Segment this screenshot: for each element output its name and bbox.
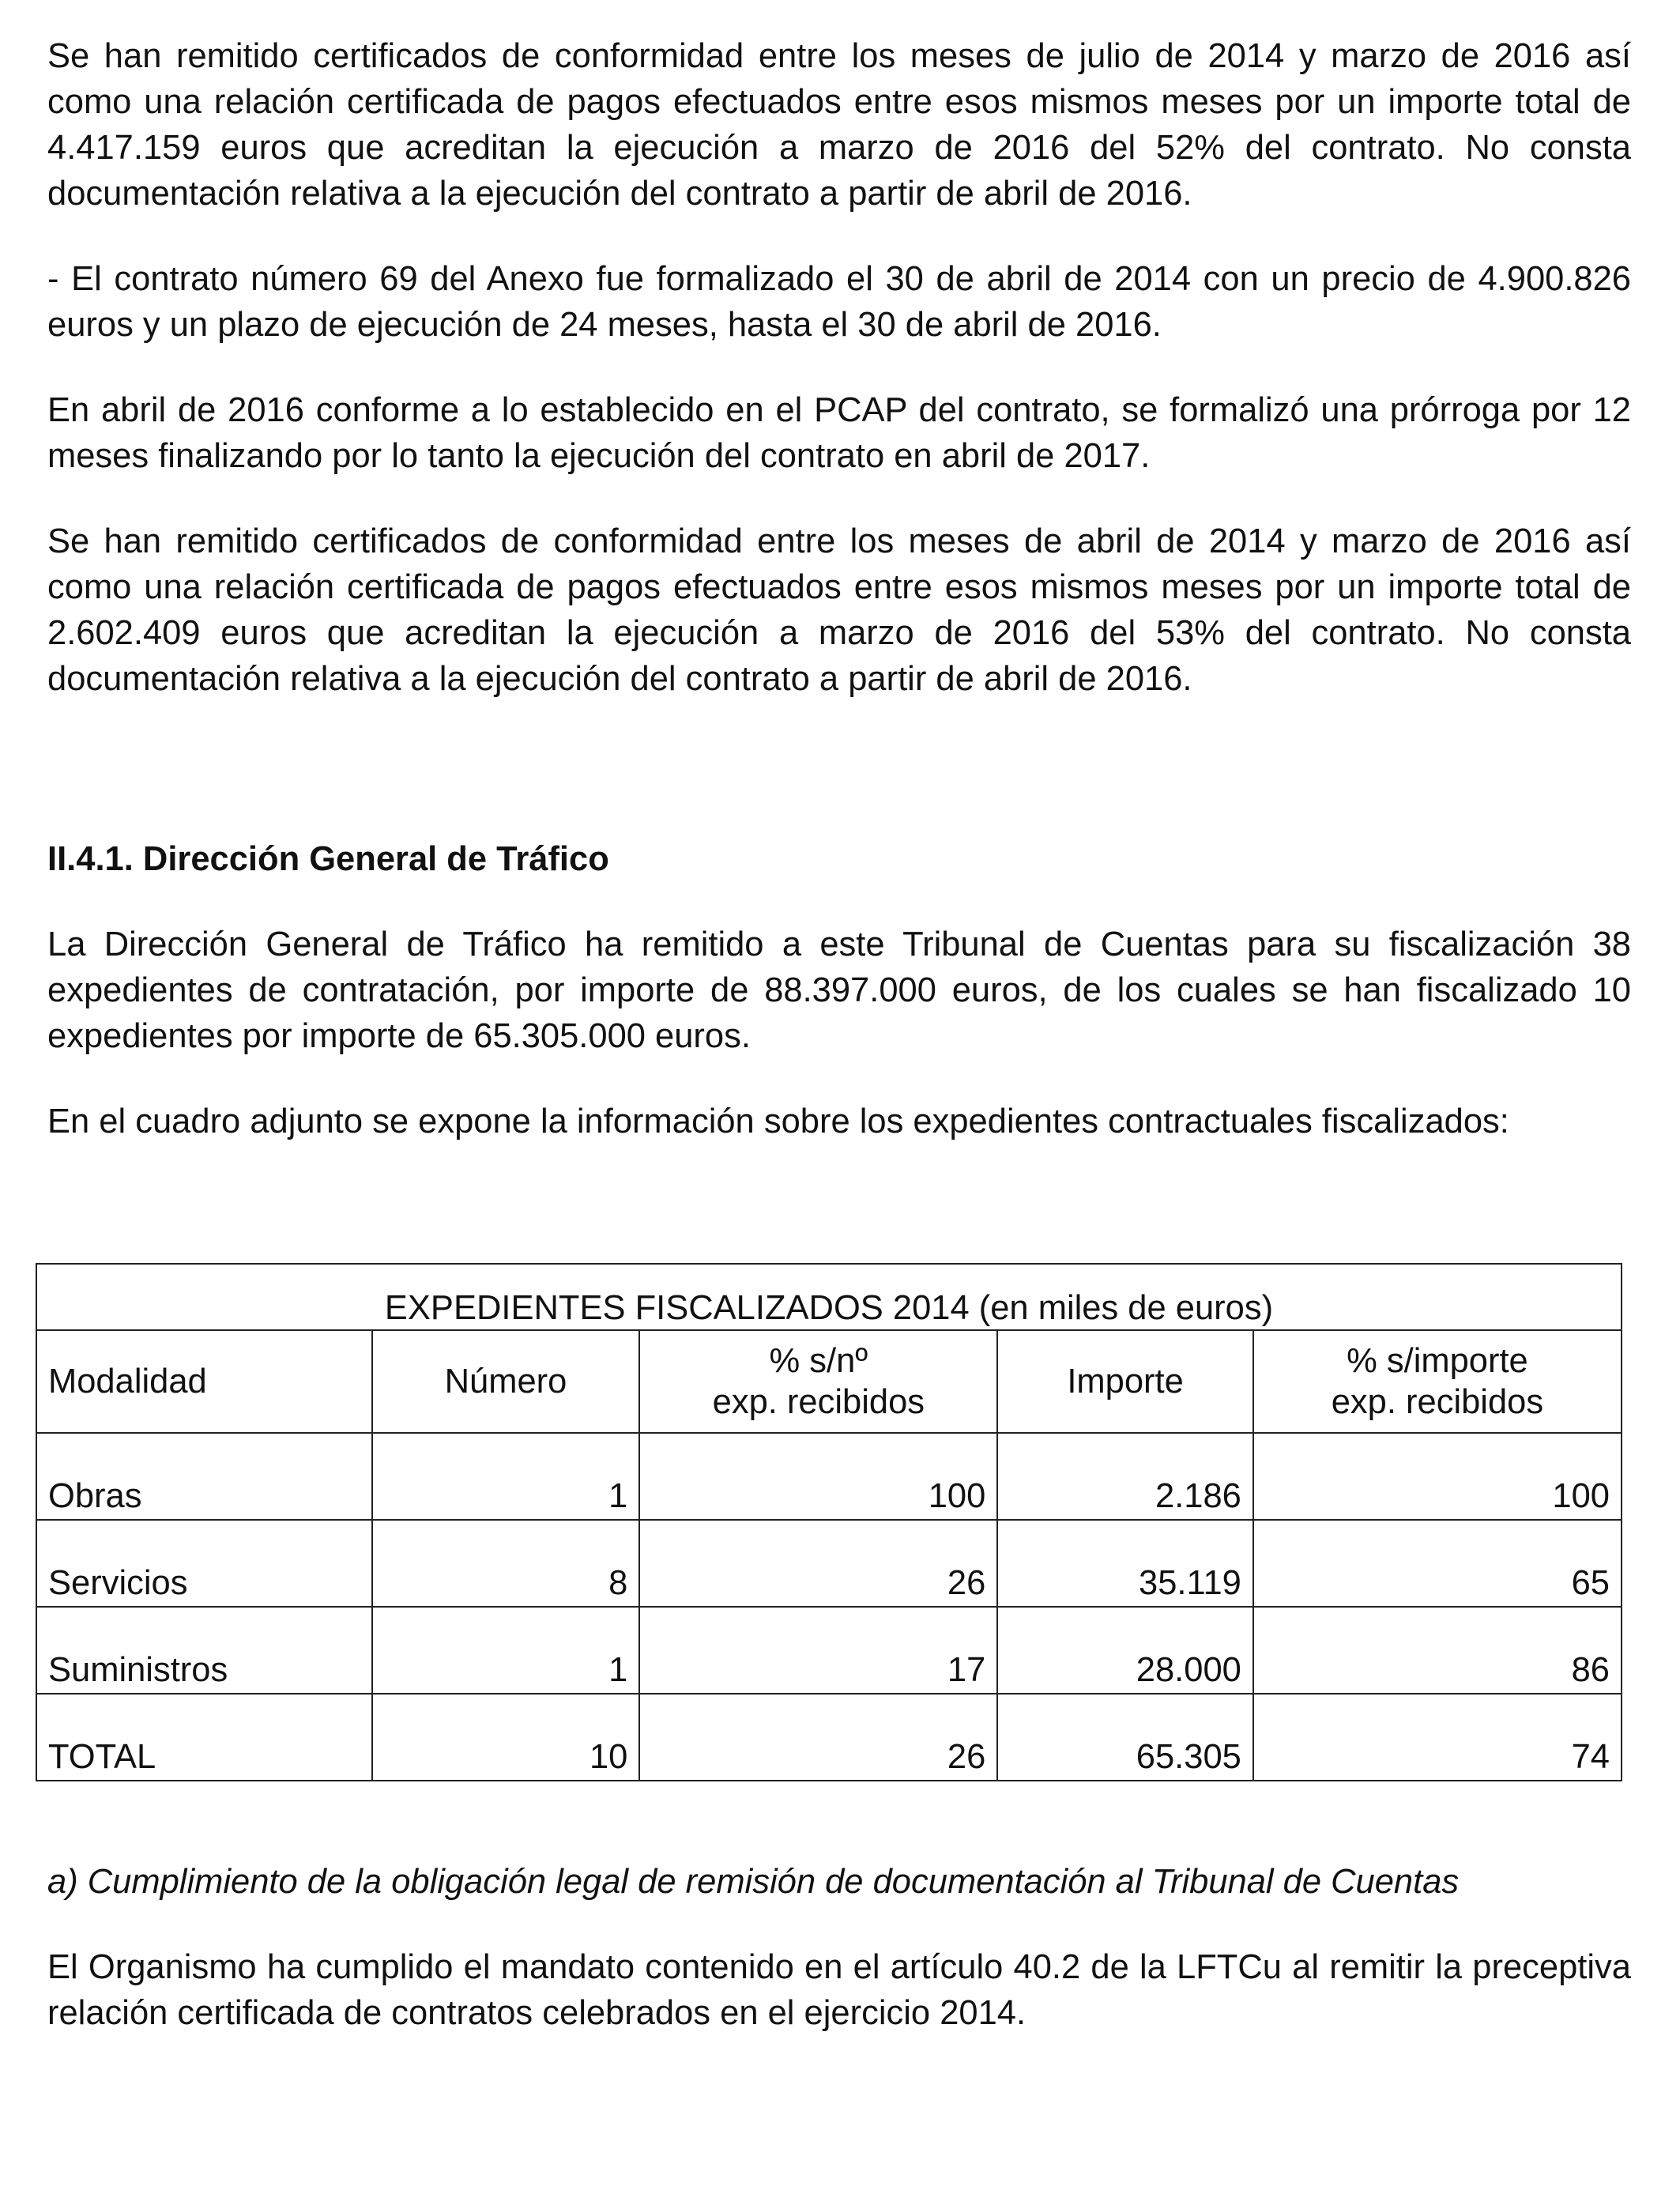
cell-pct-imp: 86 bbox=[1253, 1607, 1622, 1694]
header-pct-num-line2: exp. recibidos bbox=[712, 1383, 925, 1421]
cell-importe: 2.186 bbox=[997, 1433, 1253, 1520]
header-importe: Importe bbox=[997, 1330, 1253, 1433]
cell-pct-num: 26 bbox=[639, 1520, 997, 1607]
header-numero: Número bbox=[372, 1330, 640, 1433]
paragraph-dgt-expedientes: La Dirección General de Tráfico ha remitido a este Tribunal de Cuentas para su fiscalización 38 expedientes de contratación, por importe de 88.397.000 euros, de los cuales se han fiscalizado 10 expedientes por importe de 65.305.000 euros. bbox=[47, 925, 1631, 1055]
header-pct-num-line1: % s/nº bbox=[769, 1342, 868, 1380]
paragraph-certificados-julio: Se han remitido certificados de conformidad entre los meses de julio de 2014 y marzo de 2016 así como una relación certificada de pagos efectuados entre esos mismos meses por un importe total de 4.417.159 euros que acreditan la ejecución a marzo de 2016 del 52% del contrato. No consta documentación relativa a la ejecución del contrato a partir de abril de 2016. bbox=[47, 37, 1631, 213]
cell-modalidad: Servicios bbox=[36, 1520, 372, 1607]
cell-numero: 8 bbox=[372, 1520, 640, 1607]
cell-pct-num: 100 bbox=[639, 1433, 997, 1520]
cell-modalidad: TOTAL bbox=[36, 1694, 372, 1781]
cell-pct-imp: 100 bbox=[1253, 1433, 1622, 1520]
table-row bbox=[36, 1607, 1622, 1694]
cell-modalidad: Obras bbox=[36, 1433, 372, 1520]
cell-modalidad: Suministros bbox=[36, 1607, 372, 1694]
cell-pct-num: 26 bbox=[639, 1694, 997, 1781]
header-pct-imp bbox=[1253, 1330, 1622, 1433]
section-heading: II.4.1. Dirección General de Tráfico bbox=[47, 840, 609, 878]
paragraph-cuadro-adjunto: En el cuadro adjunto se expone la información sobre los expedientes contractuales fiscalizados: bbox=[47, 1103, 1509, 1140]
table-row bbox=[36, 1520, 1622, 1607]
cell-importe: 35.119 bbox=[997, 1520, 1253, 1607]
cell-numero: 1 bbox=[372, 1607, 640, 1694]
subsection-heading: a) Cumplimiento de la obligación legal de remisión de documentación al Tribunal de Cuentas bbox=[47, 1863, 1460, 1901]
cell-numero: 1 bbox=[372, 1433, 640, 1520]
document-page bbox=[47, 33, 1631, 2036]
cell-importe: 65.305 bbox=[997, 1694, 1253, 1781]
header-pct-imp-line1: % s/importe bbox=[1347, 1342, 1528, 1380]
header-pct-imp-line2: exp. recibidos bbox=[1331, 1383, 1544, 1421]
header-modalidad: Modalidad bbox=[36, 1330, 372, 1433]
cell-importe: 28.000 bbox=[997, 1607, 1253, 1694]
expedientes-table bbox=[36, 1263, 1622, 1781]
table-header-row bbox=[36, 1330, 1622, 1433]
table-title: EXPEDIENTES FISCALIZADOS 2014 (en miles de euros) bbox=[36, 1264, 1622, 1330]
table-title-row bbox=[36, 1264, 1622, 1330]
header-pct-num bbox=[639, 1330, 997, 1433]
paragraph-prorroga: En abril de 2016 conforme a lo establecido en el PCAP del contrato, se formalizó una prórroga por 12 meses finalizando por lo tanto la ejecución del contrato en abril de 2017. bbox=[47, 391, 1631, 475]
table-row bbox=[36, 1433, 1622, 1520]
table-total-row bbox=[36, 1694, 1622, 1781]
cell-pct-num: 17 bbox=[639, 1607, 997, 1694]
paragraph-certificados-abril: Se han remitido certificados de conformidad entre los meses de abril de 2014 y marzo de 2016 así como una relación certificada de pagos efectuados entre esos mismos meses por un importe total de 2.602.409 euros que acreditan la ejecución a marzo de 2016 del 53% del contrato. No consta documentación relativa a la ejecución del contrato a partir de abril de 2016. bbox=[47, 522, 1631, 698]
cell-pct-imp: 74 bbox=[1253, 1694, 1622, 1781]
paragraph-organismo-cumplido: El Organismo ha cumplido el mandato contenido en el artículo 40.2 de la LFTCu al remitir la preceptiva relación certificada de contratos celebrados en el ejercicio 2014. bbox=[47, 1948, 1631, 2032]
cell-pct-imp: 65 bbox=[1253, 1520, 1622, 1607]
paragraph-contrato-69: - El contrato número 69 del Anexo fue formalizado el 30 de abril de 2014 con un precio de 4.900.826 euros y un plazo de ejecución de 24 meses, hasta el 30 de abril de 2016. bbox=[47, 260, 1631, 344]
cell-numero: 10 bbox=[372, 1694, 640, 1781]
